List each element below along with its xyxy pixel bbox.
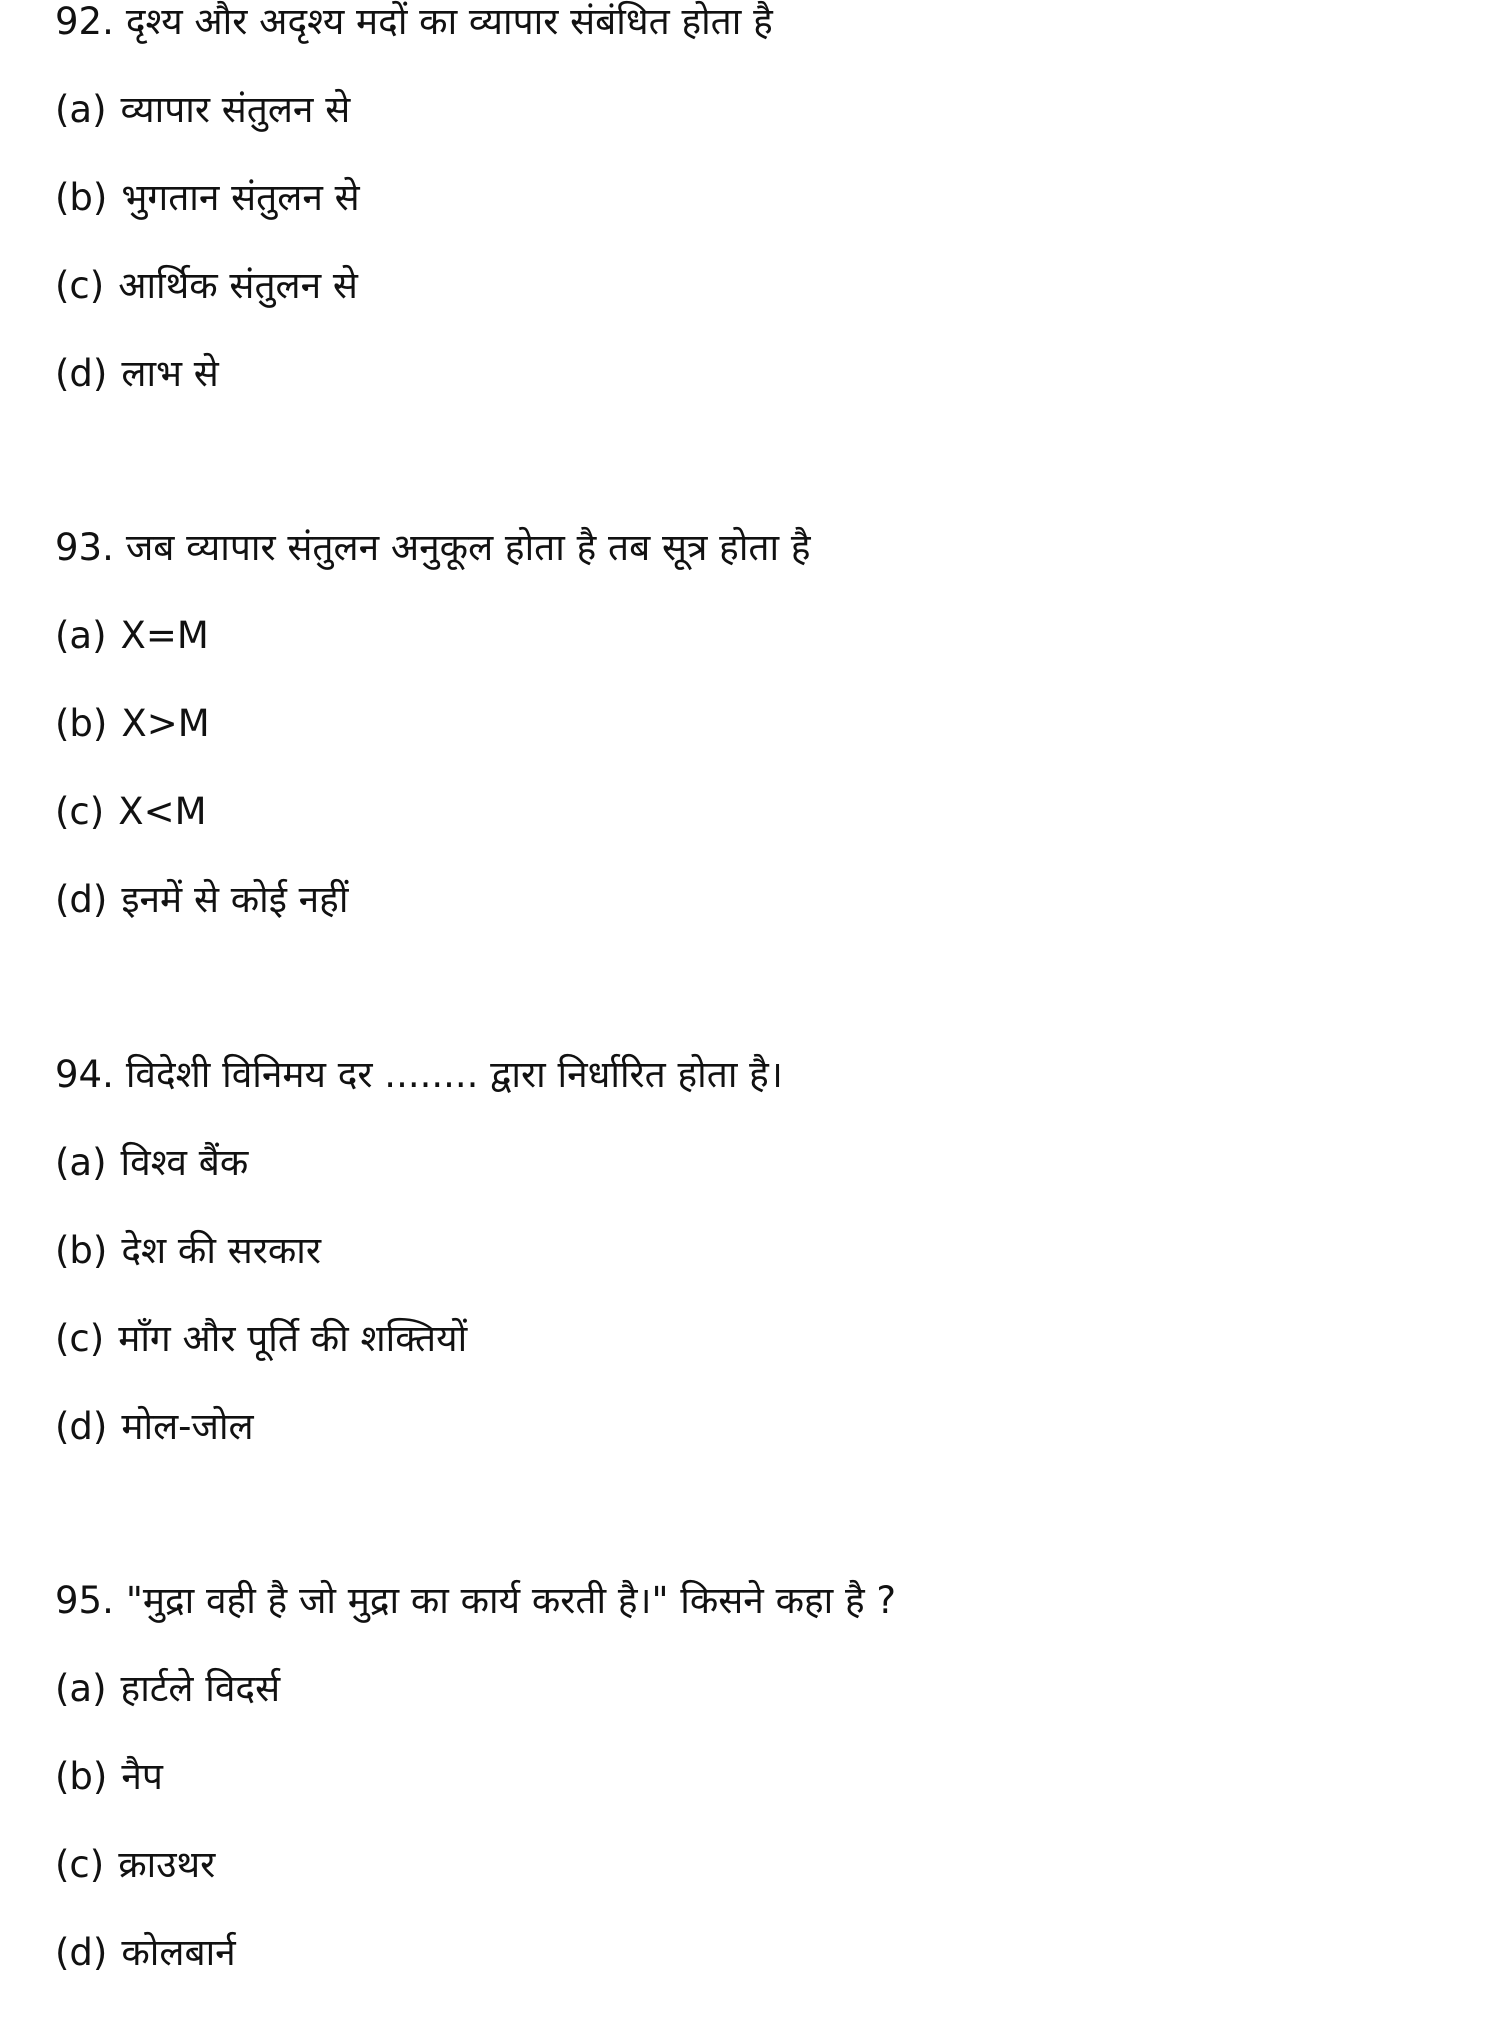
option-label: (a) bbox=[55, 1141, 107, 1184]
option-b bbox=[55, 1733, 1455, 1821]
option-text: मोल-जोल bbox=[121, 1405, 254, 1448]
question-text: "मुद्रा वही है जो मुद्रा का कार्य करती है।" किसने कहा है ? bbox=[125, 1579, 897, 1622]
option-text: कोलबार्न bbox=[121, 1931, 236, 1974]
option-label: (a) bbox=[55, 1667, 107, 1710]
option-text: X=M bbox=[120, 614, 209, 657]
question-stem bbox=[55, 1031, 1455, 1119]
question-text: विदेशी विनिमय दर ........ द्वारा निर्धारित होता है। bbox=[125, 1053, 783, 1096]
option-label: (d) bbox=[55, 878, 108, 921]
option-text: लाभ से bbox=[121, 352, 219, 395]
question-93 bbox=[55, 504, 1455, 944]
option-text: विश्व बैंक bbox=[120, 1141, 249, 1184]
question-94 bbox=[55, 1031, 1455, 1471]
option-label: (d) bbox=[55, 1931, 108, 1974]
option-d bbox=[55, 1383, 1455, 1471]
option-b bbox=[55, 154, 1455, 242]
option-text: माँग और पूर्ति की शक्तियों bbox=[118, 1317, 468, 1360]
option-a bbox=[55, 1119, 1455, 1207]
option-a bbox=[55, 592, 1455, 680]
option-label: (b) bbox=[55, 1755, 108, 1798]
option-label: (d) bbox=[55, 1405, 108, 1448]
option-d bbox=[55, 330, 1455, 418]
option-b bbox=[55, 1207, 1455, 1295]
option-d bbox=[55, 856, 1455, 944]
question-stem bbox=[55, 0, 1455, 66]
option-label: (b) bbox=[55, 176, 108, 219]
option-text: व्यापार संतुलन से bbox=[120, 88, 351, 131]
option-a bbox=[55, 66, 1455, 154]
option-label: (c) bbox=[55, 264, 105, 307]
option-text: क्राउथर bbox=[118, 1843, 216, 1886]
option-label: (b) bbox=[55, 702, 108, 745]
option-label: (d) bbox=[55, 352, 108, 395]
question-text: जब व्यापार संतुलन अनुकूल होता है तब सूत्र होता है bbox=[125, 526, 811, 569]
option-c bbox=[55, 1295, 1455, 1383]
option-text: देश की सरकार bbox=[121, 1229, 321, 1272]
option-text: नैप bbox=[121, 1755, 163, 1798]
question-number: 92. bbox=[55, 0, 114, 43]
option-label: (c) bbox=[55, 1843, 105, 1886]
question-number: 95. bbox=[55, 1579, 114, 1622]
option-c bbox=[55, 1821, 1455, 1909]
option-label: (b) bbox=[55, 1229, 108, 1272]
option-label: (a) bbox=[55, 614, 107, 657]
option-text: इनमें से कोई नहीं bbox=[121, 878, 349, 921]
question-stem bbox=[55, 504, 1455, 592]
option-text: भुगतान संतुलन से bbox=[121, 176, 360, 219]
option-a bbox=[55, 1645, 1455, 1733]
option-label: (c) bbox=[55, 790, 105, 833]
option-text: X<M bbox=[118, 790, 207, 833]
question-95 bbox=[55, 1557, 1455, 1997]
option-c bbox=[55, 768, 1455, 856]
option-label: (a) bbox=[55, 88, 107, 131]
option-text: आर्थिक संतुलन से bbox=[118, 264, 358, 307]
option-text: X>M bbox=[121, 702, 210, 745]
question-number: 94. bbox=[55, 1053, 114, 1096]
question-number: 93. bbox=[55, 526, 114, 569]
option-b bbox=[55, 680, 1455, 768]
option-text: हार्टले विदर्स bbox=[120, 1667, 281, 1710]
option-d bbox=[55, 1909, 1455, 1997]
question-text: दृश्य और अदृश्य मदों का व्यापार संबंधित होता है bbox=[125, 0, 773, 43]
question-stem bbox=[55, 1557, 1455, 1645]
option-label: (c) bbox=[55, 1317, 105, 1360]
option-c bbox=[55, 242, 1455, 330]
question-92 bbox=[55, 0, 1455, 418]
